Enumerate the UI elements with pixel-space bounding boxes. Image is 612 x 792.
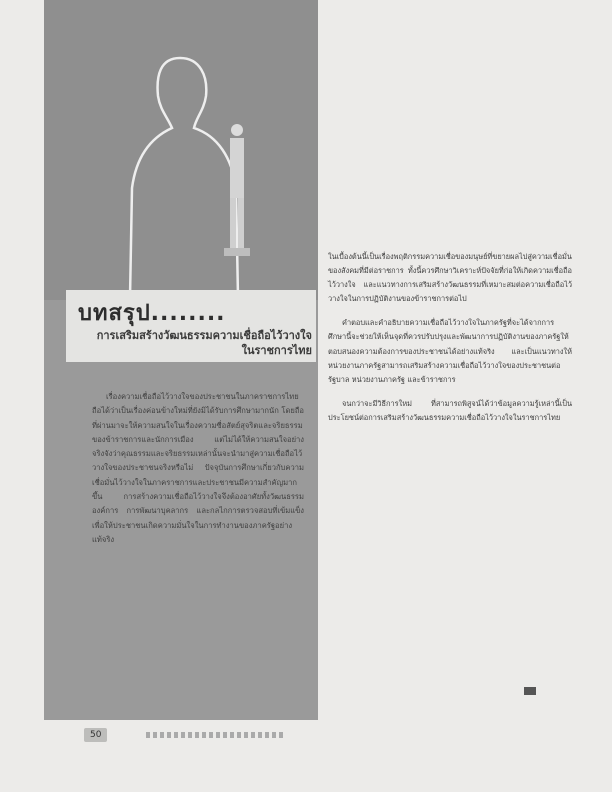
statue-figure-image [222,120,252,260]
right-paragraph-3: จนกว่าจะมีวิธีการใหม่ ที่สามารถพิสูจน์ได้ว่าข้อมูลความรู้เหล่านี้เป็นประโยชน์ต่อการเสริมสร้างวัฒนธรรมความเชื่อถือไว้วางใจในราชการไทย [328,398,572,422]
end-mark-icon [524,687,536,695]
section-title: บทสรุป........ [78,301,226,326]
left-body-column [92,390,304,557]
right-paragraph-1: ในเบื้องต้นนี้เป็นเรื่องพฤติกรรมความเชื่อของมนุษย์ที่ขยายผลไปสู่ความเชื่อมั่นของสังคมที่มีต่อราชการ ทั้งนี้ควรศึกษาวิเคราะห์ปัจจัยที่ก่อให้เกิดความเชื่อถือไว้วางใจ และแนวทางการเสริมสร้างวัฒนธรรมที่เหมาะสมต่อความเชื่อถือไว้วางใจในการปฏิบัติงานของข้าราชการต่อไป [328,252,572,304]
section-subtitle: การเสริมสร้างวัฒนธรรมความเชื่อถือไว้วางใจในราชการไทย [96,329,312,357]
right-paragraph-2: คำตอบและคำอธิบายความเชื่อถือไว้วางใจในภาครัฐที่จะได้จากการศึกษานี้จะช่วยให้เห็นจุดที่ควรปรับปรุงและพัฒนาการปฏิบัติงานของภาครัฐให้ตอบสนองความต้องการของประชาชนได้อย่างแท้จริง และเป็นแนวทางให้หน่วยงานภาครัฐสามารถเสริมสร้างความเชื่อถือไว้วางใจของประชาชนต่อรัฐบาล หน่วยงานภาครัฐ และข้าราชการ [328,318,572,384]
footer-decoration [146,732,286,738]
right-body-column [328,250,572,435]
footer [84,728,107,742]
page-number: 50 [84,728,107,742]
left-paragraph: เรื่องความเชื่อถือไว้วางใจของประชาชนในภาคราชการไทยถือได้ว่าเป็นเรื่องค่อนข้างใหม่ที่ยังมิได้รับการศึกษามากนัก โดยถือที่ผ่านมาจะให้ความสนใจในเรื่องความซื่อสัตย์สุจริตและจริยธรรมของข้าราชการและนักการเมือง แต่ไม่ได้ให้ความสนใจอย่างจริงจังว่าคุณธรรมและจริยธรรมเหล่านั้นจะนำมาสู่ความเชื่อถือไว้วางใจของประชาชนจริงหรือไม่ ปัจจุบันการศึกษาเกี่ยวกับความเชื่อมั่นไว้วางใจในภาคราชการและประชาชนมีความสำคัญมากขึ้น การสร้างความเชื่อถือไว้วางใจจึงต้องอาศัยทั้งวัฒนธรรมองค์การ การพัฒนาบุคลากร และกลไกการตรวจสอบที่เข้มแข็งเพื่อให้ประชาชนเกิดความมั่นใจในการทำงานของภาครัฐอย่างแท้จริง [92,392,304,544]
